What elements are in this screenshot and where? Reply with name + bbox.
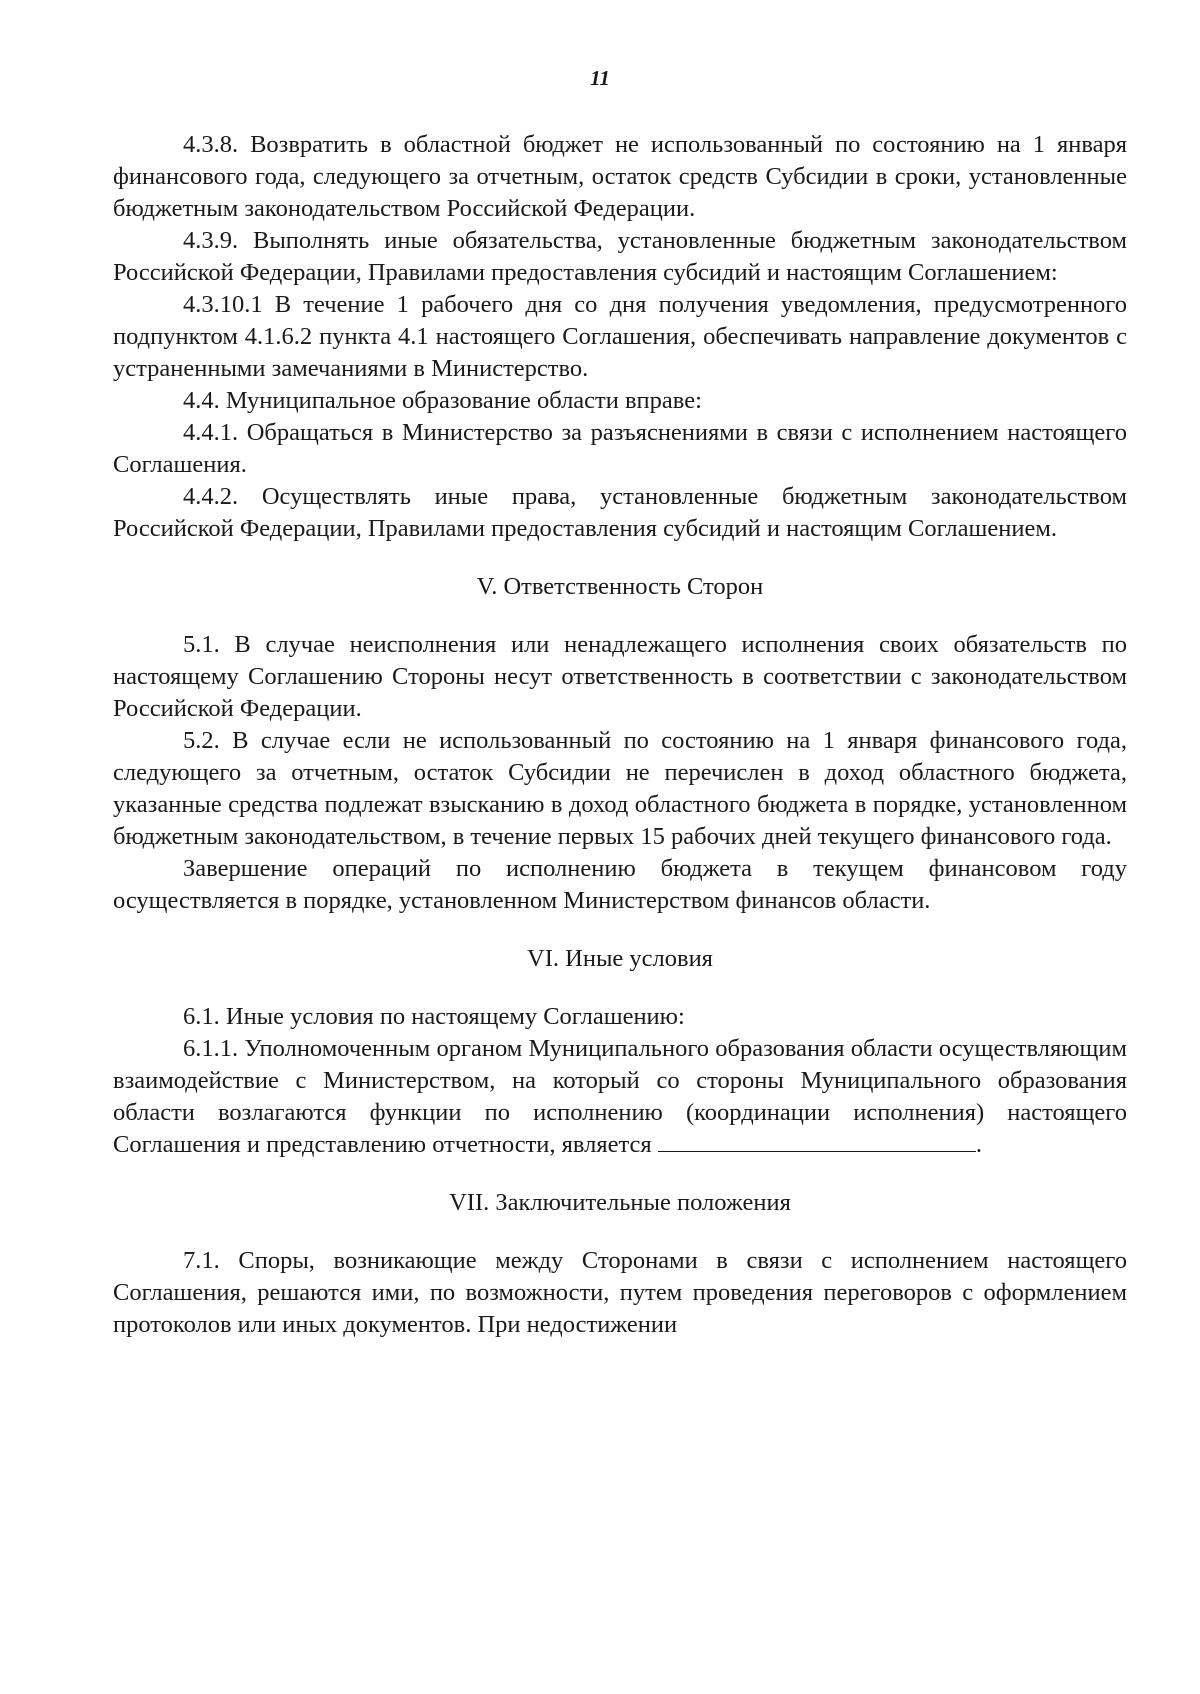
paragraph-6-1: 6.1. Иные условия по настоящему Соглашению: [183,1003,685,1030]
paragraph-4-3-10-1: 4.3.10.1 В течение 1 рабочего дня со дня получения уведомления, предусмотренного подпунктом 4.1.6.2 пункта 4.1 настоящего Соглашения, обеспечивать направление документов с устраненными замечаниями в Министерство. [113,291,1127,382]
paragraph-5-1: 5.1. В случае неисполнения или ненадлежащего исполнения своих обязательств по настоящему Соглашению Стороны несут ответственность в соответствии с законодательством Российской Федерации. [113,631,1127,722]
paragraph-6-1-1-end: . [975,1131,982,1158]
paragraph-4-4-2: 4.4.2. Осуществлять иные права, установленные бюджетным законодательством Российской Федерации, Правилами предоставления субсидий и настоящим Соглашением. [113,483,1127,542]
blank-fill-line [658,1129,976,1152]
paragraph-6-1-1 [113,1033,1127,1161]
paragraph-4-3-8: 4.3.8. Возвратить в областной бюджет не использованный по состоянию на 1 января финансового года, следующего за отчетным, остаток средств Субсидии в сроки, установленные бюджетным законодательством Российской Федерации. [113,131,1127,222]
section-6-heading: VI. Иные условия [527,945,713,972]
section-5-heading: V. Ответственность Сторон [476,573,764,600]
paragraph-4-4: 4.4. Муниципальное образование области вправе: [183,387,702,414]
paragraph-4-4-1: 4.4.1. Обращаться в Министерство за разъяснениями в связи с исполнением настоящего Соглашения. [113,419,1127,478]
paragraph-6-1-1-text: 6.1.1. Уполномоченным органом Муниципального образования области осуществляющим взаимодействие с Министерством, на который со стороны Муниципального образования области возлагаются функции по исполнению (координации исполнения) настоящего Соглашения и представлению отчетности, является [113,1035,1127,1158]
page-number: 11 [590,66,610,90]
paragraph-4-3-9: 4.3.9. Выполнять иные обязательства, установленные бюджетным законодательством Российской Федерации, Правилами предоставления субсидий и настоящим Соглашением: [113,227,1127,286]
paragraph-5-2: 5.2. В случае если не использованный по состоянию на 1 января финансового года, следующего за отчетным, остаток Субсидии не перечислен в доход областного бюджета, указанные средства подлежат взысканию в доход областного бюджета в порядке, установленном бюджетным законодательством, в течение первых 15 рабочих дней текущего финансового года. [113,727,1127,850]
document-body [113,129,1127,1341]
section-7-heading: VII. Заключительные положения [449,1189,791,1216]
paragraph-7-1: 7.1. Споры, возникающие между Сторонами в связи с исполнением настоящего Соглашения, решаются ими, по возможности, путем проведения переговоров с оформлением протоколов или иных документов. При недостижении [113,1247,1127,1338]
paragraph-5-2-continuation: Завершение операций по исполнению бюджета в текущем финансовом году осуществляется в порядке, установленном Министерством финансов области. [113,855,1127,914]
